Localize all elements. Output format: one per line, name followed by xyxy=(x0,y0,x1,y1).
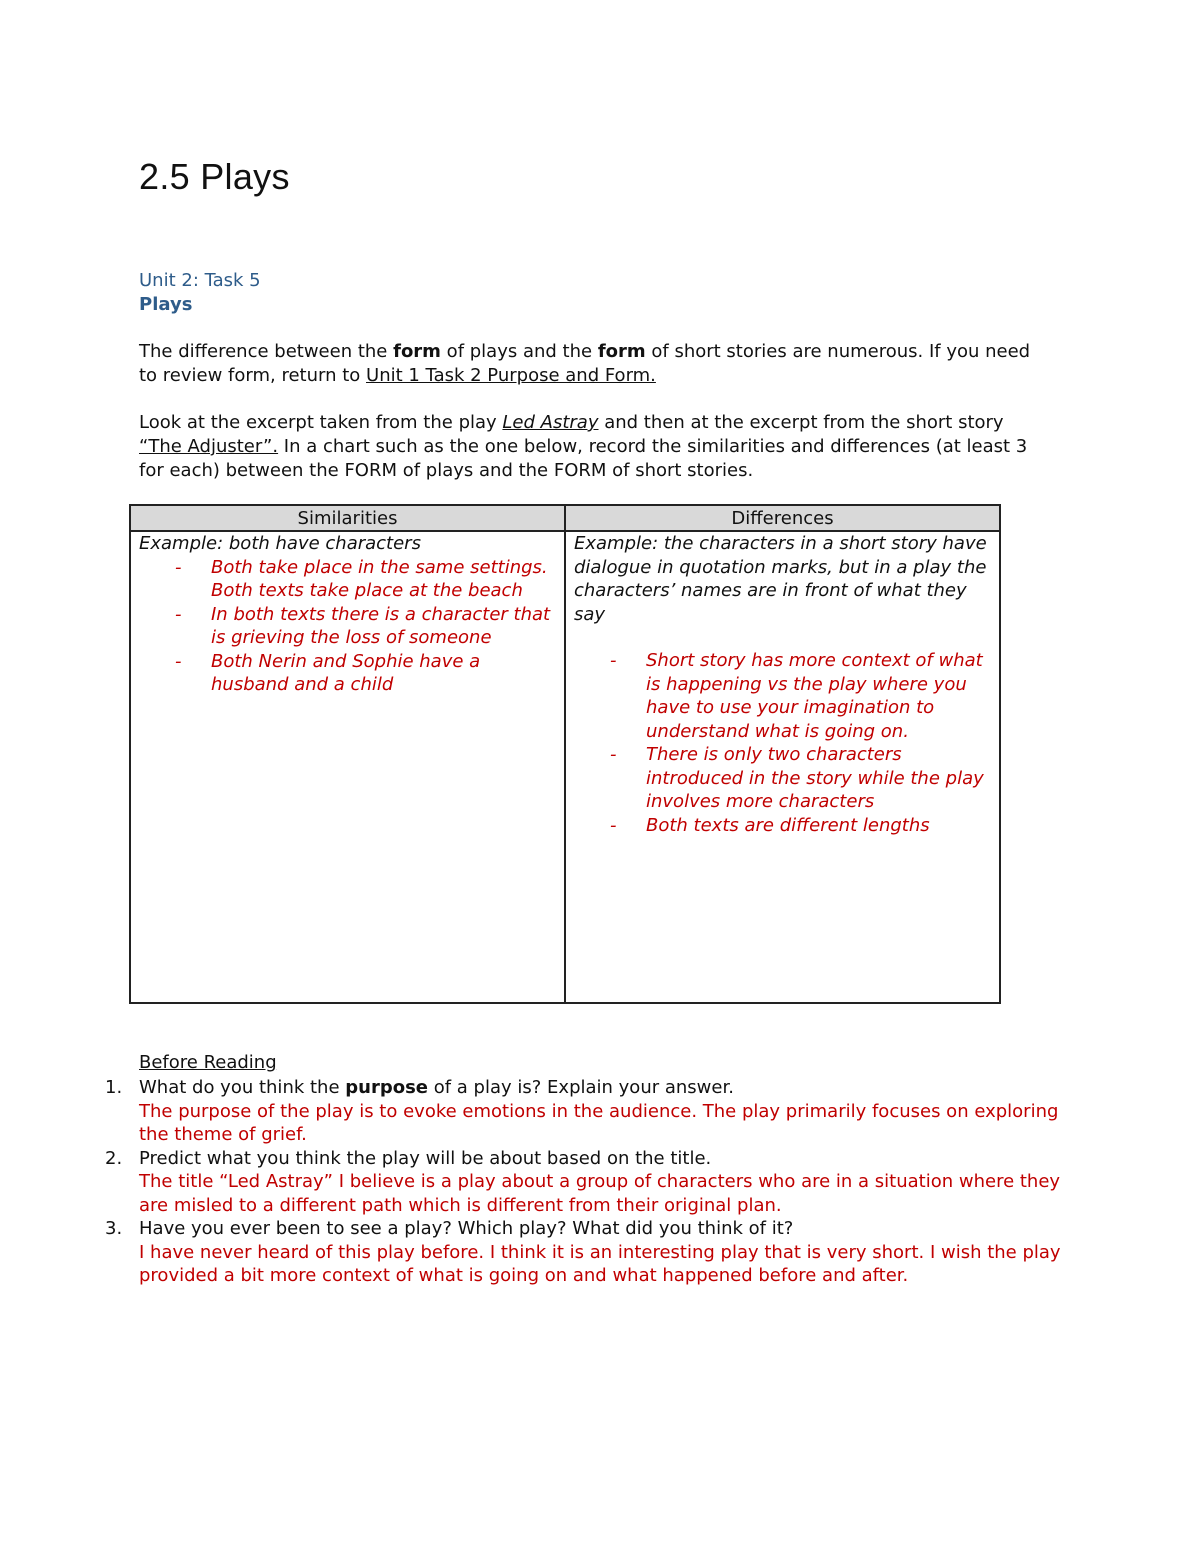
question-item xyxy=(105,1217,1065,1288)
intro-text: The difference between the xyxy=(139,341,394,362)
intro-text: of short stories are numerous. If you need to review form, return to xyxy=(139,341,1031,386)
question-number: 3. xyxy=(105,1218,123,1239)
bold-form: form xyxy=(597,341,646,362)
intro-text: of plays and the xyxy=(440,341,598,362)
differences-cell[interactable] xyxy=(565,531,1000,1003)
unit-task-label: Unit 2: Task 5 xyxy=(139,270,261,291)
question-item xyxy=(105,1076,1065,1147)
differences-header: Differences xyxy=(565,505,1000,531)
question-text: of a play is? Explain your answer. xyxy=(428,1077,734,1098)
question-number: 2. xyxy=(105,1147,123,1169)
similarities-example: Example: both have characters xyxy=(139,533,421,554)
differences-list xyxy=(574,649,991,837)
list-item: - Short story has more context of what is happening vs the play where you have to use your imagination to understand what is going on. xyxy=(574,649,991,743)
intro-text: In a chart such as the one below, record the similarities and differences (at least 3 for each) between the FORM of plays and the FORM of short stories. xyxy=(139,436,1028,481)
unit-task-subtitle: Plays xyxy=(139,294,193,315)
similarities-cell[interactable] xyxy=(130,531,565,1003)
question-bold: purpose xyxy=(345,1077,429,1098)
similarities-list xyxy=(139,556,556,697)
list-item: - There is only two characters introduced in the story while the play involves more characters xyxy=(574,743,991,814)
similarities-differences-table xyxy=(129,504,1001,1004)
unit1-task2-link[interactable]: Unit 1 Task 2 Purpose and Form. xyxy=(366,365,656,386)
question-item xyxy=(105,1147,1065,1218)
intro-text: and then at the excerpt from the short story xyxy=(598,412,1004,433)
before-reading-heading: Before Reading xyxy=(139,1052,277,1073)
list-item: - Both Nerin and Sophie have a husband and a child xyxy=(139,650,556,697)
question-number: 1. xyxy=(105,1077,123,1098)
list-item: - Both take place in the same settings. Both texts take place at the beach xyxy=(139,556,556,603)
answer-text[interactable]: I have never heard of this play before. I think it is an interesting play that is very short. I wish the play provided a bit more context of what is going on and what happened before and after. xyxy=(139,1241,1061,1286)
page-title: 2.5 Plays xyxy=(139,156,290,197)
answer-text[interactable]: The title “Led Astray” I believe is a play about a group of characters who are in a situation where they are misled to a different path which is different from their original plan. xyxy=(139,1171,1061,1216)
question-text: Predict what you think the play will be about based on the title. xyxy=(139,1147,712,1169)
list-item: - Both texts are different lengths xyxy=(574,814,991,838)
answer-text[interactable]: The purpose of the play is to evoke emotions in the audience. The play primarily focuses on exploring the theme of grief. xyxy=(139,1100,1059,1145)
intro-paragraph-excerpts xyxy=(139,411,1049,483)
led-astray-link[interactable]: Led Astray xyxy=(502,412,599,433)
bold-form: form xyxy=(393,341,441,362)
intro-text: Look at the excerpt taken from the play xyxy=(139,412,503,433)
intro-paragraph-form xyxy=(139,340,1049,388)
differences-example: Example: the characters in a short story have dialogue in quotation marks, but in a play the characters’ names are in front of what they say xyxy=(574,533,987,625)
list-item: - In both texts there is a character that is grieving the loss of someone xyxy=(139,603,556,650)
before-reading-questions xyxy=(105,1076,1065,1288)
the-adjuster-link[interactable]: “The Adjuster”. xyxy=(139,436,279,457)
similarities-header: Similarities xyxy=(130,505,565,531)
question-text: What do you think the xyxy=(139,1077,346,1098)
question-text: Have you ever been to see a play? Which play? What did you think of it? xyxy=(139,1218,794,1239)
